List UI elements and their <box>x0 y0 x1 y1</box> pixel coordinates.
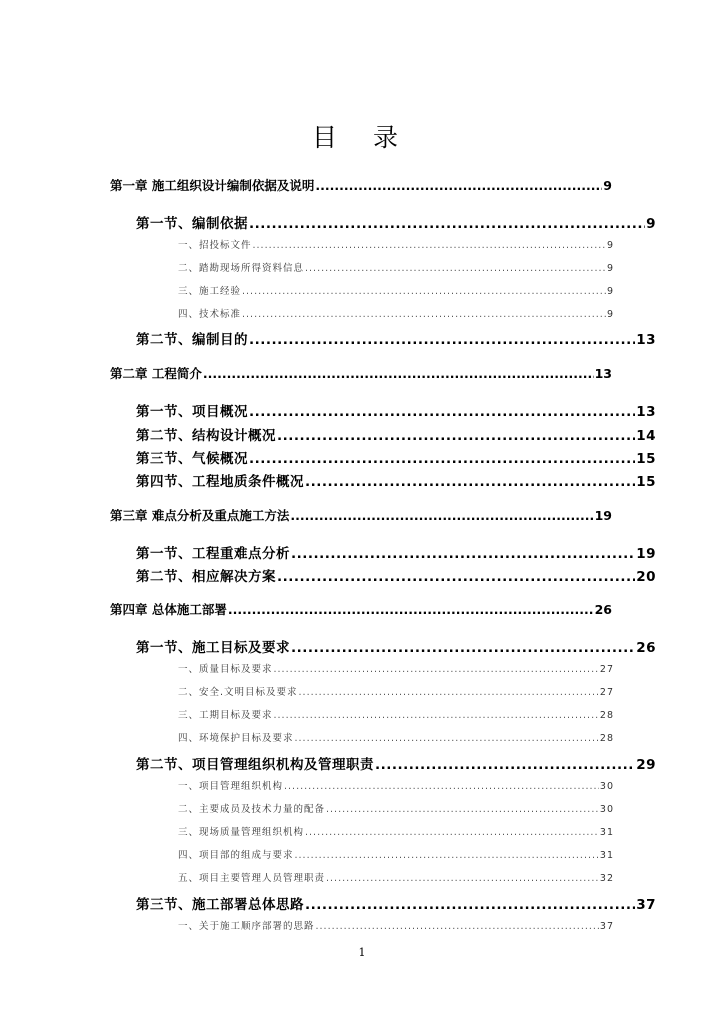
toc-entry-page: 37 <box>599 921 614 932</box>
toc-entry-sub[interactable] <box>178 237 614 251</box>
toc-entry-page: 28 <box>599 710 614 721</box>
toc-entry-page: 28 <box>599 733 614 744</box>
toc-entry-label: 第三节、施工部署总体思路 <box>136 897 304 913</box>
dot-leader <box>305 263 606 274</box>
toc-entry-sec[interactable] <box>136 542 656 562</box>
toc-entry-label: 第三节、气候概况 <box>136 451 248 467</box>
dot-leader <box>228 602 594 617</box>
page-number: 1 <box>358 946 366 959</box>
dot-leader <box>249 404 635 420</box>
toc-entry-sub[interactable] <box>178 824 614 838</box>
toc-entry-sec[interactable] <box>136 470 656 490</box>
toc-entry-page: 30 <box>599 781 614 792</box>
toc-entry-ch[interactable] <box>110 600 612 618</box>
dot-leader <box>299 687 599 698</box>
toc-entry-page: 15 <box>636 451 656 467</box>
toc-entry-sec[interactable] <box>136 400 656 420</box>
dot-leader <box>242 309 606 320</box>
toc-entry-page: 9 <box>603 178 612 193</box>
toc-entry-sub[interactable] <box>178 870 614 884</box>
dot-leader <box>316 921 599 932</box>
dot-leader <box>326 804 599 815</box>
toc-entry-label: 第一节、项目概况 <box>136 404 248 420</box>
dot-leader <box>305 474 635 490</box>
toc-entry-page: 31 <box>599 850 614 861</box>
toc-entry-label: 一、项目管理组织机构 <box>178 781 284 792</box>
toc-entry-page: 31 <box>599 827 614 838</box>
toc-entry-sec[interactable] <box>136 328 656 348</box>
toc-entry-label: 第四章 总体施工部署 <box>110 602 227 617</box>
toc-entry-page: 29 <box>636 757 656 773</box>
toc-entry-page: 26 <box>594 602 612 617</box>
toc-entry-label: 第二章 工程简介 <box>110 366 202 381</box>
toc-entry-sub[interactable] <box>178 306 614 320</box>
toc-entry-sub[interactable] <box>178 283 614 297</box>
toc-entry-sub[interactable] <box>178 730 614 744</box>
toc-entry-sec[interactable] <box>136 212 656 232</box>
dot-leader <box>290 508 593 523</box>
toc-entry-label: 五、项目主要管理人员管理职责 <box>178 873 326 884</box>
toc-entry-page: 9 <box>606 263 614 274</box>
dot-leader <box>305 827 599 838</box>
toc-entry-sub[interactable] <box>178 684 614 698</box>
toc-entry-sec[interactable] <box>136 424 656 444</box>
toc-entry-label: 第二节、结构设计概况 <box>136 428 276 444</box>
toc-entry-label: 第二节、项目管理组织机构及管理职责 <box>136 757 374 773</box>
toc-entry-label: 一、质量目标及要求 <box>178 664 273 675</box>
dot-leader <box>249 451 635 467</box>
toc-entry-sub[interactable] <box>178 661 614 675</box>
toc-entry-label: 二、安全.文明目标及要求 <box>178 687 298 698</box>
toc-title: 目 录 <box>312 123 412 152</box>
dot-leader <box>249 332 635 348</box>
toc-entry-sec[interactable] <box>136 565 656 585</box>
toc-entry-page: 13 <box>636 332 656 348</box>
dot-leader <box>315 178 602 193</box>
toc-entry-page: 37 <box>636 897 656 913</box>
toc-entry-page: 32 <box>599 873 614 884</box>
toc-entry-page: 14 <box>636 428 656 444</box>
toc-entry-sec[interactable] <box>136 447 656 467</box>
toc-entry-page: 15 <box>636 474 656 490</box>
dot-leader <box>326 873 599 884</box>
toc-entry-page: 9 <box>646 216 656 232</box>
toc-entry-label: 第三章 难点分析及重点施工方法 <box>110 508 290 523</box>
toc-entry-page: 30 <box>599 804 614 815</box>
dot-leader <box>291 640 635 656</box>
toc-entry-label: 第四节、工程地质条件概况 <box>136 474 304 490</box>
toc-entry-sub[interactable] <box>178 260 614 274</box>
toc-entry-page: 13 <box>594 366 612 381</box>
toc-entry-sec[interactable] <box>136 893 656 913</box>
dot-leader <box>295 850 599 861</box>
dot-leader <box>277 428 635 444</box>
toc-entry-page: 19 <box>594 508 612 523</box>
toc-entry-label: 四、项目部的组成与要求 <box>178 850 294 861</box>
toc-entry-page: 26 <box>636 640 656 656</box>
dot-leader <box>295 733 599 744</box>
toc-entry-label: 第二节、编制目的 <box>136 332 248 348</box>
toc-entry-ch[interactable] <box>110 176 612 194</box>
toc-entry-page: 13 <box>636 404 656 420</box>
toc-entry-sub[interactable] <box>178 918 614 932</box>
toc-entry-label: 三、现场质量管理组织机构 <box>178 827 305 838</box>
toc-entry-page: 27 <box>599 664 614 675</box>
dot-leader <box>291 546 635 562</box>
toc-entry-sub[interactable] <box>178 778 614 792</box>
toc-entry-sec[interactable] <box>136 636 656 656</box>
dot-leader <box>375 757 635 773</box>
toc-entry-label: 一、招投标文件 <box>178 240 252 251</box>
toc-entry-sec[interactable] <box>136 753 656 773</box>
toc-entry-label: 三、施工经验 <box>178 286 242 297</box>
toc-entry-page: 20 <box>636 569 656 585</box>
toc-entry-sub[interactable] <box>178 801 614 815</box>
dot-leader <box>305 897 635 913</box>
dot-leader <box>203 366 594 381</box>
toc-entry-page: 27 <box>599 687 614 698</box>
dot-leader <box>274 664 599 675</box>
dot-leader <box>242 286 606 297</box>
toc-entry-label: 第一章 施工组织设计编制依据及说明 <box>110 178 315 193</box>
dot-leader <box>274 710 599 721</box>
toc-entry-label: 第一节、施工目标及要求 <box>136 640 290 656</box>
toc-entry-page: 9 <box>606 240 614 251</box>
toc-entry-ch[interactable] <box>110 506 612 524</box>
dot-leader <box>253 240 606 251</box>
toc-entry-page: 19 <box>636 546 656 562</box>
toc-entry-page: 9 <box>606 309 614 320</box>
toc-entry-ch[interactable] <box>110 364 612 382</box>
toc-entry-sub[interactable] <box>178 847 614 861</box>
dot-leader <box>249 216 645 232</box>
toc-entry-sub[interactable] <box>178 707 614 721</box>
dot-leader <box>284 781 599 792</box>
toc-entry-label: 四、环境保护目标及要求 <box>178 733 294 744</box>
toc-entry-label: 二、主要成员及技术力量的配备 <box>178 804 326 815</box>
toc-entry-label: 第一节、工程重难点分析 <box>136 546 290 562</box>
toc-entry-label: 二、踏勘现场所得资料信息 <box>178 263 305 274</box>
toc-entry-label: 一、关于施工顺序部署的思路 <box>178 921 315 932</box>
toc-entry-label: 第二节、相应解决方案 <box>136 569 276 585</box>
toc-entry-label: 四、技术标准 <box>178 309 242 320</box>
toc-entry-label: 第一节、编制依据 <box>136 216 248 232</box>
toc-entry-label: 三、工期目标及要求 <box>178 710 273 721</box>
dot-leader <box>277 569 635 585</box>
toc-entry-page: 9 <box>606 286 614 297</box>
